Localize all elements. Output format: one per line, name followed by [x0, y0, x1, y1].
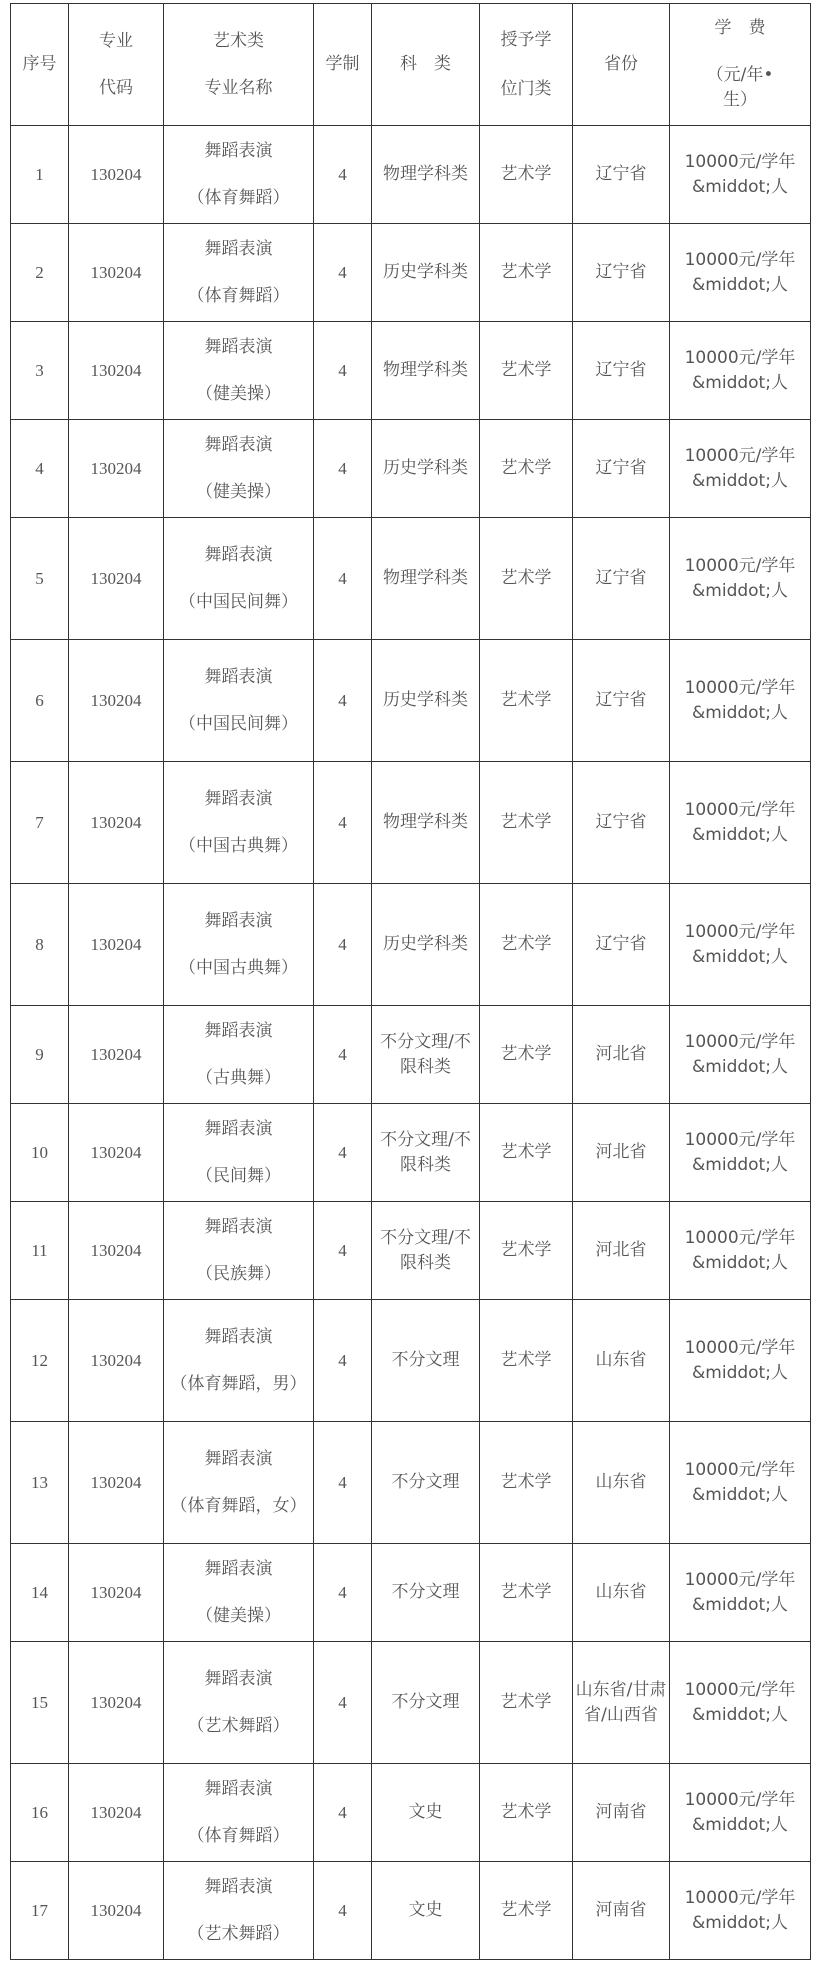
cell-code: 130204 [69, 224, 164, 322]
cell-seq: 1 [11, 126, 69, 224]
table-row [11, 1544, 811, 1642]
header-fee: 学 费 （元/年• 生） [670, 4, 811, 126]
cell-subject: 不分文理/不限科类 [372, 1202, 480, 1300]
cell-seq: 14 [11, 1544, 69, 1642]
cell-code: 130204 [69, 1862, 164, 1960]
cell-fee: 10000元/学年&middot;人 [670, 1642, 811, 1764]
cell-degree: 艺术学 [480, 762, 573, 884]
cell-subject: 不分文理/不限科类 [372, 1104, 480, 1202]
tuition-table [10, 3, 811, 1960]
cell-major-name: 舞蹈表演 （中国民间舞） [164, 640, 314, 762]
cell-degree: 艺术学 [480, 1300, 573, 1422]
cell-subject: 不分文理 [372, 1300, 480, 1422]
cell-subject: 历史学科类 [372, 224, 480, 322]
cell-duration: 4 [314, 518, 372, 640]
cell-degree: 艺术学 [480, 1104, 573, 1202]
cell-degree: 艺术学 [480, 1006, 573, 1104]
cell-fee: 10000元/学年&middot;人 [670, 322, 811, 420]
cell-seq: 2 [11, 224, 69, 322]
cell-fee: 10000元/学年&middot;人 [670, 884, 811, 1006]
table-row [11, 762, 811, 884]
cell-degree: 艺术学 [480, 1422, 573, 1544]
cell-degree: 艺术学 [480, 1202, 573, 1300]
cell-province: 辽宁省 [573, 884, 670, 1006]
cell-seq: 4 [11, 420, 69, 518]
cell-seq: 12 [11, 1300, 69, 1422]
table-row [11, 1104, 811, 1202]
cell-duration: 4 [314, 1544, 372, 1642]
cell-code: 130204 [69, 1764, 164, 1862]
cell-major-name: 舞蹈表演 （艺术舞蹈） [164, 1862, 314, 1960]
cell-fee: 10000元/学年&middot;人 [670, 762, 811, 884]
cell-duration: 4 [314, 1104, 372, 1202]
cell-code: 130204 [69, 1422, 164, 1544]
cell-fee: 10000元/学年&middot;人 [670, 1202, 811, 1300]
cell-duration: 4 [314, 224, 372, 322]
cell-seq: 5 [11, 518, 69, 640]
header-subject: 科 类 [372, 4, 480, 126]
cell-seq: 15 [11, 1642, 69, 1764]
cell-degree: 艺术学 [480, 1862, 573, 1960]
cell-province: 辽宁省 [573, 322, 670, 420]
cell-seq: 8 [11, 884, 69, 1006]
cell-duration: 4 [314, 1862, 372, 1960]
cell-subject: 文史 [372, 1764, 480, 1862]
cell-major-name: 舞蹈表演 （健美操） [164, 322, 314, 420]
cell-seq: 6 [11, 640, 69, 762]
cell-degree: 艺术学 [480, 884, 573, 1006]
cell-province: 河北省 [573, 1104, 670, 1202]
cell-seq: 9 [11, 1006, 69, 1104]
cell-subject: 文史 [372, 1862, 480, 1960]
cell-major-name: 舞蹈表演 （中国古典舞） [164, 762, 314, 884]
cell-subject: 历史学科类 [372, 640, 480, 762]
cell-province: 河南省 [573, 1862, 670, 1960]
cell-province: 河北省 [573, 1202, 670, 1300]
cell-subject: 不分文理/不限科类 [372, 1006, 480, 1104]
cell-major-name: 舞蹈表演 （民间舞） [164, 1104, 314, 1202]
cell-degree: 艺术学 [480, 518, 573, 640]
cell-code: 130204 [69, 1202, 164, 1300]
cell-fee: 10000元/学年&middot;人 [670, 1006, 811, 1104]
cell-code: 130204 [69, 1642, 164, 1764]
cell-subject: 不分文理 [372, 1544, 480, 1642]
cell-code: 130204 [69, 1300, 164, 1422]
table-row [11, 1300, 811, 1422]
table-row [11, 322, 811, 420]
cell-duration: 4 [314, 1202, 372, 1300]
cell-degree: 艺术学 [480, 1764, 573, 1862]
cell-subject: 历史学科类 [372, 884, 480, 1006]
cell-major-name: 舞蹈表演 （健美操） [164, 1544, 314, 1642]
table-row [11, 224, 811, 322]
cell-fee: 10000元/学年&middot;人 [670, 1300, 811, 1422]
table-header-row [11, 4, 811, 126]
cell-province: 山东省/甘肃省/山西省 [573, 1642, 670, 1764]
cell-fee: 10000元/学年&middot;人 [670, 1104, 811, 1202]
cell-code: 130204 [69, 1104, 164, 1202]
cell-province: 辽宁省 [573, 640, 670, 762]
cell-major-name: 舞蹈表演 （体育舞蹈，男） [164, 1300, 314, 1422]
cell-subject: 物理学科类 [372, 322, 480, 420]
cell-duration: 4 [314, 1300, 372, 1422]
cell-code: 130204 [69, 762, 164, 884]
cell-fee: 10000元/学年&middot;人 [670, 1764, 811, 1862]
cell-degree: 艺术学 [480, 224, 573, 322]
cell-seq: 13 [11, 1422, 69, 1544]
table-row [11, 126, 811, 224]
cell-province: 山东省 [573, 1544, 670, 1642]
cell-fee: 10000元/学年&middot;人 [670, 420, 811, 518]
cell-major-name: 舞蹈表演 （体育舞蹈，女） [164, 1422, 314, 1544]
cell-degree: 艺术学 [480, 126, 573, 224]
cell-province: 辽宁省 [573, 420, 670, 518]
cell-duration: 4 [314, 762, 372, 884]
cell-duration: 4 [314, 1642, 372, 1764]
cell-degree: 艺术学 [480, 1642, 573, 1764]
cell-province: 辽宁省 [573, 126, 670, 224]
cell-province: 辽宁省 [573, 518, 670, 640]
cell-duration: 4 [314, 420, 372, 518]
cell-duration: 4 [314, 640, 372, 762]
cell-code: 130204 [69, 518, 164, 640]
cell-degree: 艺术学 [480, 420, 573, 518]
cell-subject: 不分文理 [372, 1422, 480, 1544]
cell-seq: 7 [11, 762, 69, 884]
cell-code: 130204 [69, 640, 164, 762]
table-row [11, 884, 811, 1006]
cell-major-name: 舞蹈表演 （健美操） [164, 420, 314, 518]
cell-major-name: 舞蹈表演 （中国古典舞） [164, 884, 314, 1006]
cell-major-name: 舞蹈表演 （古典舞） [164, 1006, 314, 1104]
cell-subject: 历史学科类 [372, 420, 480, 518]
cell-fee: 10000元/学年&middot;人 [670, 1544, 811, 1642]
table-row [11, 1642, 811, 1764]
cell-degree: 艺术学 [480, 1544, 573, 1642]
cell-duration: 4 [314, 1006, 372, 1104]
cell-major-name: 舞蹈表演 （体育舞蹈） [164, 224, 314, 322]
cell-duration: 4 [314, 126, 372, 224]
table-row [11, 1764, 811, 1862]
cell-duration: 4 [314, 1422, 372, 1544]
cell-duration: 4 [314, 1764, 372, 1862]
cell-province: 辽宁省 [573, 762, 670, 884]
table-row [11, 420, 811, 518]
cell-seq: 11 [11, 1202, 69, 1300]
cell-fee: 10000元/学年&middot;人 [670, 1422, 811, 1544]
header-degree: 授予学 位门类 [480, 4, 573, 126]
cell-code: 130204 [69, 1006, 164, 1104]
cell-major-name: 舞蹈表演 （中国民间舞） [164, 518, 314, 640]
cell-major-name: 舞蹈表演 （艺术舞蹈） [164, 1642, 314, 1764]
cell-fee: 10000元/学年&middot;人 [670, 224, 811, 322]
table-row [11, 1422, 811, 1544]
cell-degree: 艺术学 [480, 640, 573, 762]
table-row [11, 518, 811, 640]
table-row [11, 640, 811, 762]
cell-code: 130204 [69, 322, 164, 420]
cell-code: 130204 [69, 884, 164, 1006]
cell-province: 河北省 [573, 1006, 670, 1104]
cell-subject: 物理学科类 [372, 126, 480, 224]
cell-province: 山东省 [573, 1300, 670, 1422]
cell-major-name: 舞蹈表演 （体育舞蹈） [164, 126, 314, 224]
header-seq: 序号 [11, 4, 69, 126]
cell-province: 辽宁省 [573, 224, 670, 322]
cell-degree: 艺术学 [480, 322, 573, 420]
cell-fee: 10000元/学年&middot;人 [670, 126, 811, 224]
table-body [11, 126, 811, 1960]
cell-seq: 17 [11, 1862, 69, 1960]
cell-code: 130204 [69, 126, 164, 224]
cell-major-name: 舞蹈表演 （民族舞） [164, 1202, 314, 1300]
cell-seq: 3 [11, 322, 69, 420]
cell-seq: 16 [11, 1764, 69, 1862]
cell-fee: 10000元/学年&middot;人 [670, 518, 811, 640]
cell-code: 130204 [69, 1544, 164, 1642]
cell-subject: 物理学科类 [372, 518, 480, 640]
cell-duration: 4 [314, 884, 372, 1006]
cell-duration: 4 [314, 322, 372, 420]
cell-province: 山东省 [573, 1422, 670, 1544]
table-row [11, 1862, 811, 1960]
cell-fee: 10000元/学年&middot;人 [670, 1862, 811, 1960]
cell-major-name: 舞蹈表演 （体育舞蹈） [164, 1764, 314, 1862]
header-province: 省份 [573, 4, 670, 126]
cell-province: 河南省 [573, 1764, 670, 1862]
table-row [11, 1006, 811, 1104]
cell-subject: 物理学科类 [372, 762, 480, 884]
cell-seq: 10 [11, 1104, 69, 1202]
cell-subject: 不分文理 [372, 1642, 480, 1764]
header-code: 专业 代码 [69, 4, 164, 126]
cell-fee: 10000元/学年&middot;人 [670, 640, 811, 762]
header-duration: 学制 [314, 4, 372, 126]
cell-code: 130204 [69, 420, 164, 518]
header-name: 艺术类 专业名称 [164, 4, 314, 126]
table-row [11, 1202, 811, 1300]
